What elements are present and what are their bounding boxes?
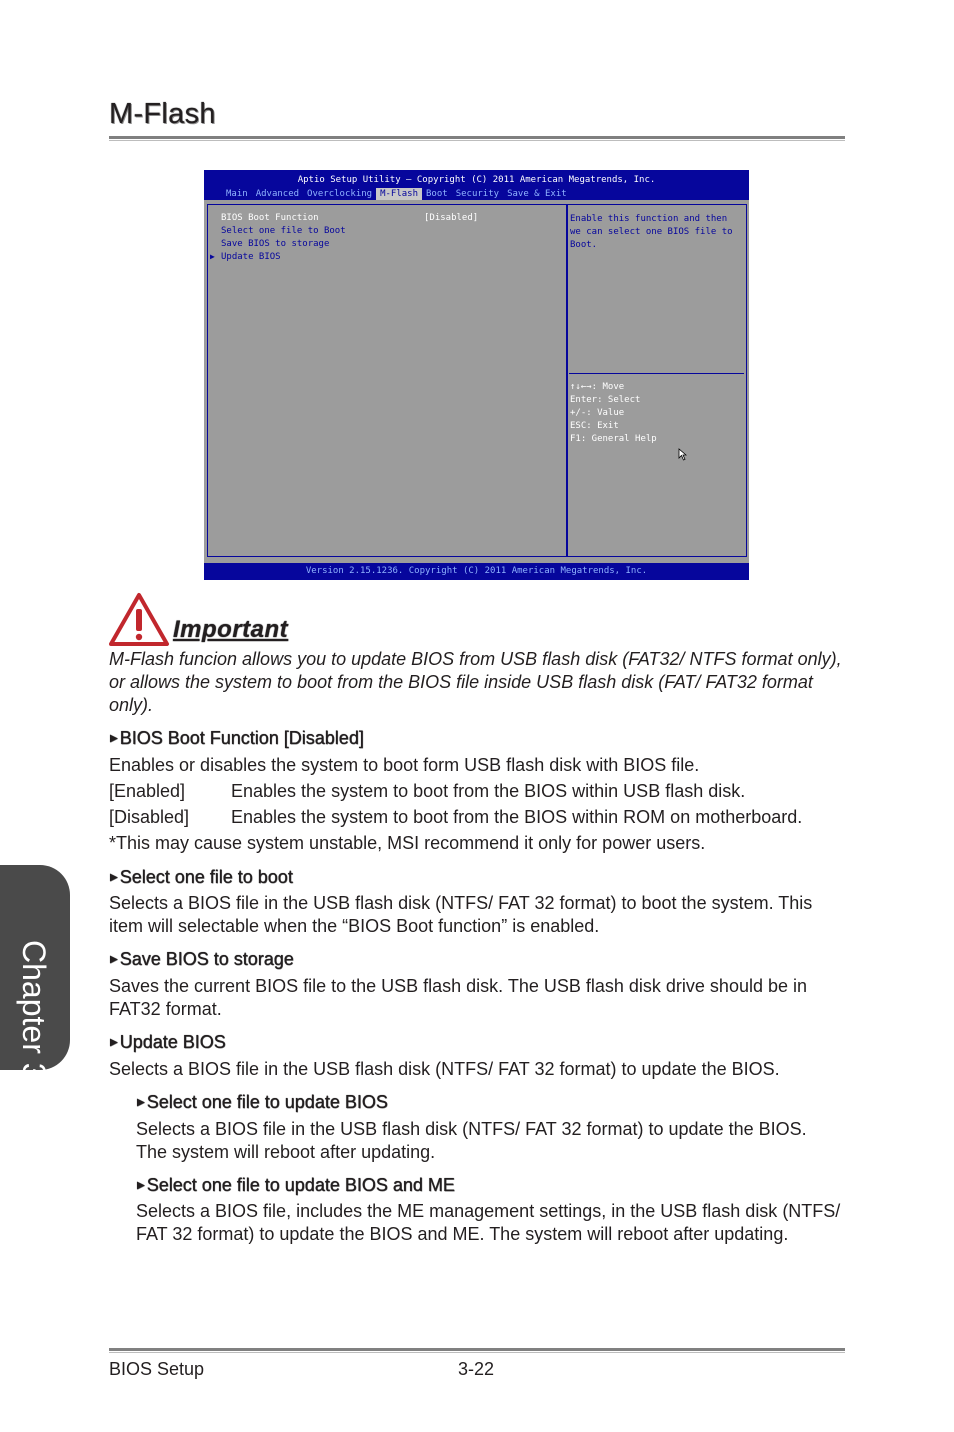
- bios-tab-bar: [222, 188, 571, 200]
- title-divider-thin: [109, 140, 845, 141]
- bios-help-text: Enable this function and then we can select one BIOS file to Boot.: [570, 214, 733, 250]
- bios-item-save-bios[interactable]: Save BIOS to storage: [221, 239, 330, 249]
- bullet-triangle-icon: ▶: [110, 872, 118, 883]
- bios-item-update-bios[interactable]: Update BIOS: [221, 252, 281, 262]
- chapter-label: [0, 940, 74, 1000]
- bios-tab-main[interactable]: Main: [226, 189, 248, 199]
- bios-key-exit: ESC: Exit: [570, 421, 619, 431]
- section-heading-select-file: ▶ Select one file to boot: [110, 867, 293, 887]
- bios-help-divider: [569, 373, 744, 374]
- bios-tab-save-exit[interactable]: Save & Exit: [507, 189, 567, 199]
- save-bios-desc: Saves the current BIOS file to the USB flash disk. The USB flash disk drive should be in FAT32 format.: [109, 976, 808, 1019]
- bios-tab-security[interactable]: Security: [455, 189, 500, 199]
- bios-key-legend: [570, 381, 657, 446]
- page-title: M-Flash: [109, 98, 216, 130]
- bios-tab-overclocking[interactable]: Overclocking: [307, 189, 373, 199]
- bios-header: [204, 170, 749, 200]
- warning-triangle-icon: [108, 592, 170, 648]
- bullet-triangle-icon: ▶: [137, 1097, 145, 1108]
- section-heading-save-bios: ▶ Save BIOS to storage: [110, 949, 294, 969]
- option-row-enabled: [109, 780, 849, 803]
- bios-title: Aptio Setup Utility – Copyright (C) 2011 American Megatrends, Inc.: [297, 175, 656, 185]
- bios-tab-boot[interactable]: Boot: [426, 189, 448, 199]
- mouse-cursor-icon: [678, 448, 687, 461]
- option-value-disabled: Enables the system to boot from the BIOS within ROM on motherboard.: [231, 807, 803, 827]
- bullet-triangle-icon: ▶: [110, 1037, 118, 1048]
- bios-screenshot: [204, 170, 749, 580]
- title-divider: [109, 136, 845, 139]
- important-text: M-Flash funcion allows you to update BIOS from USB flash disk (FAT32/ NTFS format only), or allows the system to boot from the BIOS file inside USB flash disk (FAT/ FAT32 format only).: [109, 649, 842, 715]
- update-file-me-desc: Selects a BIOS file, includes the ME management settings, in the USB flash disk (NTFS/ FAT 32 format) to update the BIOS and ME. The system will reboot after updating.: [136, 1201, 841, 1244]
- option-value-enabled: Enables the system to boot from the BIOS within USB flash disk.: [231, 781, 746, 801]
- bios-tab-m-flash[interactable]: M-Flash: [376, 188, 422, 200]
- bullet-triangle-icon: ▶: [137, 1180, 145, 1191]
- bios-item-boot-function[interactable]: BIOS Boot Function: [221, 213, 319, 223]
- footer-section-name: BIOS Setup: [109, 1359, 205, 1379]
- bios-footer: Version 2.15.1236. Copyright (C) 2011 American Megatrends, Inc.: [204, 563, 749, 580]
- submenu-arrow-icon: ▶: [210, 252, 215, 261]
- section-heading-update-bios: ▶ Update BIOS: [110, 1032, 226, 1052]
- footer-divider: [109, 1348, 845, 1351]
- select-file-desc: Selects a BIOS file in the USB flash disk (NTFS/ FAT 32 format) to boot the system. This item will selectable when the “BIOS Boot function” is enabled.: [109, 893, 813, 936]
- update-bios-desc: Selects a BIOS file in the USB flash disk (NTFS/ FAT 32 format) to update the BIOS.: [109, 1059, 780, 1079]
- bios-item-select-file[interactable]: Select one file to Boot: [221, 226, 346, 236]
- bios-tab-advanced[interactable]: Advanced: [255, 189, 300, 199]
- section-heading-update-file: ▶ Select one file to update BIOS: [137, 1092, 388, 1112]
- update-file-desc: Selects a BIOS file in the USB flash disk (NTFS/ FAT 32 format) to update the BIOS. The system will reboot after updating.: [136, 1119, 807, 1162]
- boot-function-desc: Enables or disables the system to boot form USB flash disk with BIOS file.: [109, 755, 700, 775]
- bullet-triangle-icon: ▶: [110, 954, 118, 965]
- page-number: 3-22: [458, 1359, 495, 1379]
- section-heading-boot-function: ▶ BIOS Boot Function [Disabled]: [110, 728, 364, 748]
- option-key-disabled: [Disabled]: [109, 807, 190, 827]
- bios-key-move: ↑↓←→: Move: [570, 382, 625, 392]
- bios-settings-panel: [207, 204, 567, 557]
- bios-key-value: +/-: Value: [570, 408, 625, 418]
- option-row-disabled: [109, 806, 849, 829]
- bios-help-panel: [567, 204, 747, 557]
- boot-function-note: *This may cause system unstable, MSI recommend it only for power users.: [109, 833, 706, 853]
- bios-key-help: F1: General Help: [570, 434, 657, 444]
- bios-item-boot-function-value[interactable]: [Disabled]: [424, 213, 479, 223]
- footer-divider-thin: [109, 1352, 845, 1353]
- bios-key-select: Enter: Select: [570, 395, 641, 405]
- bullet-triangle-icon: ▶: [110, 733, 118, 744]
- important-heading: Important: [173, 616, 289, 643]
- section-heading-update-file-me: ▶ Select one file to update BIOS and ME: [137, 1175, 455, 1195]
- option-key-enabled: [Enabled]: [109, 781, 186, 801]
